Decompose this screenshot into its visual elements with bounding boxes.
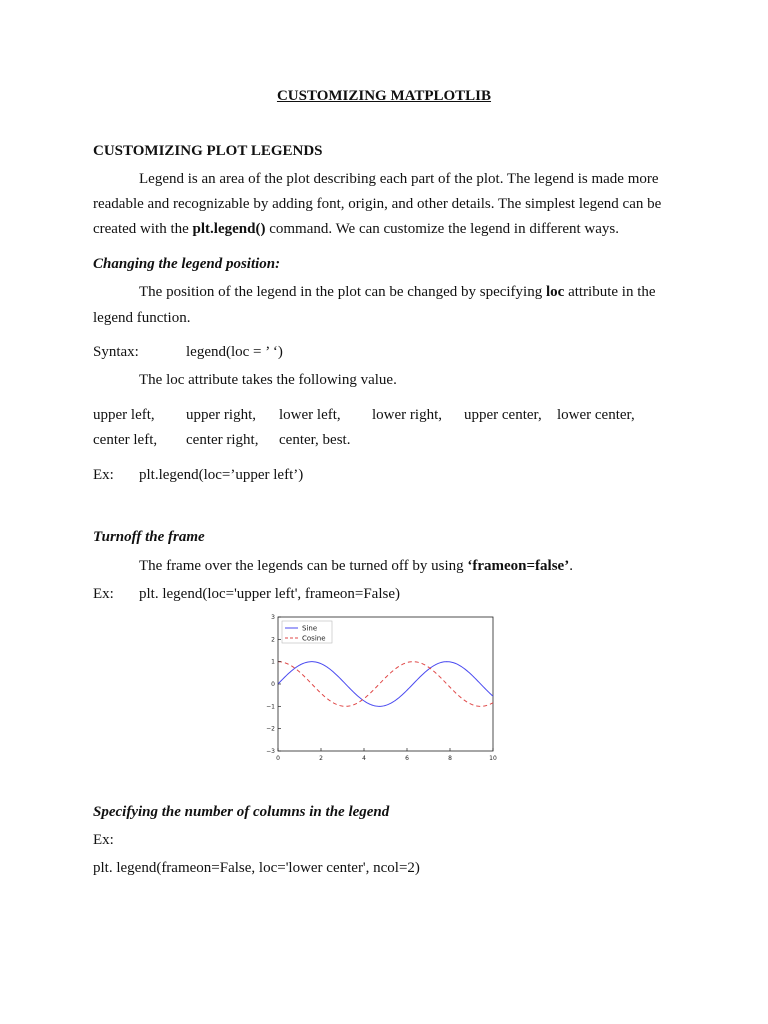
y-tick-label: −1 — [266, 703, 275, 711]
chart-svg — [260, 610, 510, 768]
intro-line-1: Legend is an area of the plot describing each part of the plot. The legend is made more — [139, 171, 659, 187]
loc-value: center left, — [93, 432, 158, 448]
position-line-1 — [139, 285, 656, 300]
example-label: Ex: — [93, 467, 114, 483]
position-heading: Changing the legend position: — [93, 256, 281, 272]
y-tick-label: 0 — [271, 681, 275, 688]
x-tick-label: 2 — [319, 755, 323, 762]
page-title: CUSTOMIZING MATPLOTLIB — [276, 88, 492, 104]
legend-label-sine: Sine — [302, 624, 318, 633]
loc-value: center right, — [186, 432, 259, 448]
intro-code-plt-legend: plt.legend() — [192, 221, 266, 237]
example-code: plt. legend(loc='upper left', frameon=False) — [139, 586, 400, 602]
position-line-2: legend function. — [93, 310, 191, 326]
intro-line-3 — [93, 222, 619, 237]
x-tick-label: 0 — [276, 755, 280, 762]
legend-example-chart — [260, 610, 510, 768]
position-line-1-post: attribute in the — [564, 284, 656, 300]
x-tick-label: 4 — [362, 755, 366, 762]
position-loc-keyword: loc — [545, 284, 565, 300]
columns-heading: Specifying the number of columns in the legend — [93, 804, 390, 820]
section-heading: CUSTOMIZING PLOT LEGENDS — [93, 143, 323, 159]
loc-value: lower center, — [557, 407, 635, 423]
loc-value: upper right, — [186, 407, 256, 423]
x-tick-label: 10 — [489, 755, 497, 762]
y-tick-label: −3 — [266, 748, 275, 755]
position-line-1-pre: The position of the legend in the plot can be changed by specifying — [139, 284, 546, 300]
intro-line-3-post: command. We can customize the legend in different ways. — [265, 221, 620, 237]
loc-value: center, best. — [279, 432, 351, 448]
example-code: plt. legend(frameon=False, loc='lower center', ncol=2) — [93, 860, 420, 876]
loc-value: upper center, — [464, 407, 542, 423]
example-label: Ex: — [93, 832, 114, 848]
syntax-value: legend(loc = ’ ‘) — [186, 344, 283, 360]
y-tick-label: 3 — [271, 614, 275, 621]
frame-line-1-pre: The frame over the legends can be turned off by using — [139, 558, 468, 574]
intro-line-2: readable and recognizable by adding font, origin, and other details. The simplest legend can be — [93, 196, 662, 212]
example-label: Ex: — [93, 586, 114, 602]
y-tick-label: −2 — [266, 725, 275, 733]
legend-label-cosine: Cosine — [302, 634, 326, 643]
example-code: plt.legend(loc=’upper left’) — [139, 467, 304, 483]
loc-value: lower left, — [279, 407, 341, 423]
frameon-keyword: ‘frameon=false’ — [467, 558, 570, 574]
frame-line-1-post: . — [569, 558, 573, 574]
syntax-label: Syntax: — [93, 344, 139, 360]
loc-intro: The loc attribute takes the following value. — [139, 372, 397, 388]
loc-value: upper left, — [93, 407, 155, 423]
y-tick-label: 1 — [271, 658, 275, 666]
frame-line-1 — [139, 559, 573, 574]
frame-heading: Turnoff the frame — [93, 529, 205, 545]
x-tick-label: 6 — [405, 755, 409, 762]
intro-line-3-pre: created with the — [93, 221, 193, 237]
x-tick-label: 8 — [448, 755, 452, 762]
loc-value: lower right, — [372, 407, 442, 423]
y-tick-label: 2 — [271, 636, 275, 644]
